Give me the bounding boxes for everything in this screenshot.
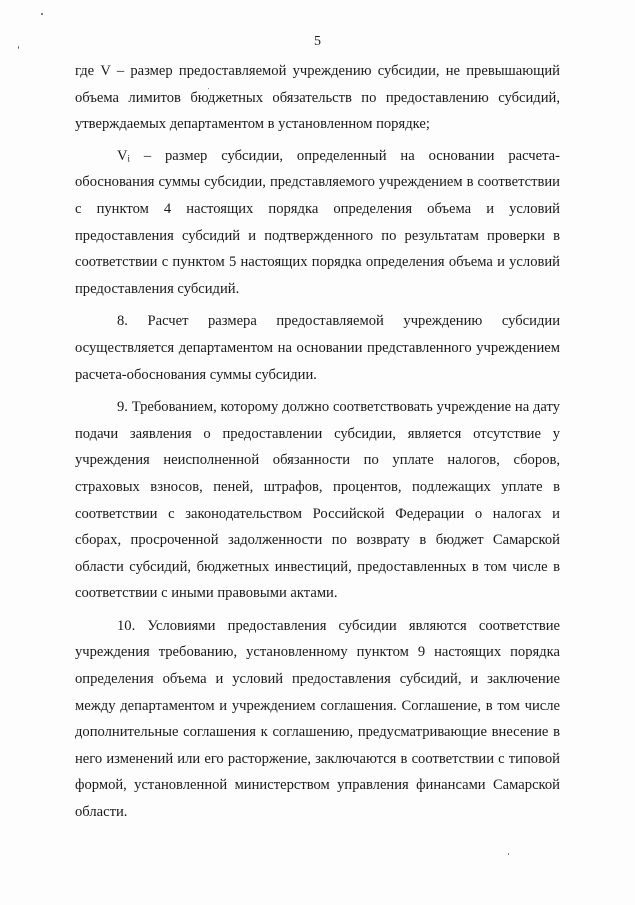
document-body xyxy=(75,58,560,826)
paragraph-clause-9: 9. Требованием, которому должно соответствовать учреждение на дату подачи заявления о предоставлении субсидии, является отсутствие у учреждения неисполненной обязанности по уплате налогов, сборов, страховых взносов, пеней, штрафов, процентов, подлежащих уплате в соответствии с законодательством Российской Федерации о налогах и сборах, просроченной задолженности по возврату в бюджет Самарской области субсидий, бюджетных инвестиций, предоставленных в том числе в соответствии с иными правовыми актами. xyxy=(75,399,560,602)
paragraph-vi-definition: Vᵢ – размер субсидии, определенный на основании расчета-обоснования суммы субсидии, представляемого учреждением в соответствии с пунктом 4 настоящих порядка определения объема и условий предоставления субсидий и подтвержденного по результатам проверки в соответствии с пунктом 5 настоящих порядка определения объема и условий предоставления субсидий. xyxy=(75,147,560,297)
scan-speck xyxy=(508,853,509,855)
paragraph-clause-8: 8. Расчет размера предоставляемой учреждению субсидии осуществляется департаментом на основании представленного учреждением расчета-обоснования суммы субсидии. xyxy=(75,313,560,383)
paragraph-v-definition: где V – размер предоставляемой учреждению субсидии, не превышающий объема лимитов бюджетных обязательств по предоставлению субсидий, утверждаемых департаментом в установленном порядке; xyxy=(75,63,560,133)
page-number: 5 xyxy=(314,34,321,49)
scan-speck xyxy=(41,13,43,15)
paragraph-clause-10: 10. Условиями предоставления субсидии являются соответствие учреждения требованию, установленному пунктом 9 настоящих порядка определения объема и условий предоставления субсидий, и заключение между департаментом и учреждением соглашения. Соглашение, в том числе дополнительные соглашения к соглашению, предусматривающие внесение в него изменений или его расторжение, заключаются в соответствии с типовой формой, установленной министерством управления финансами Самарской области. xyxy=(75,617,560,821)
